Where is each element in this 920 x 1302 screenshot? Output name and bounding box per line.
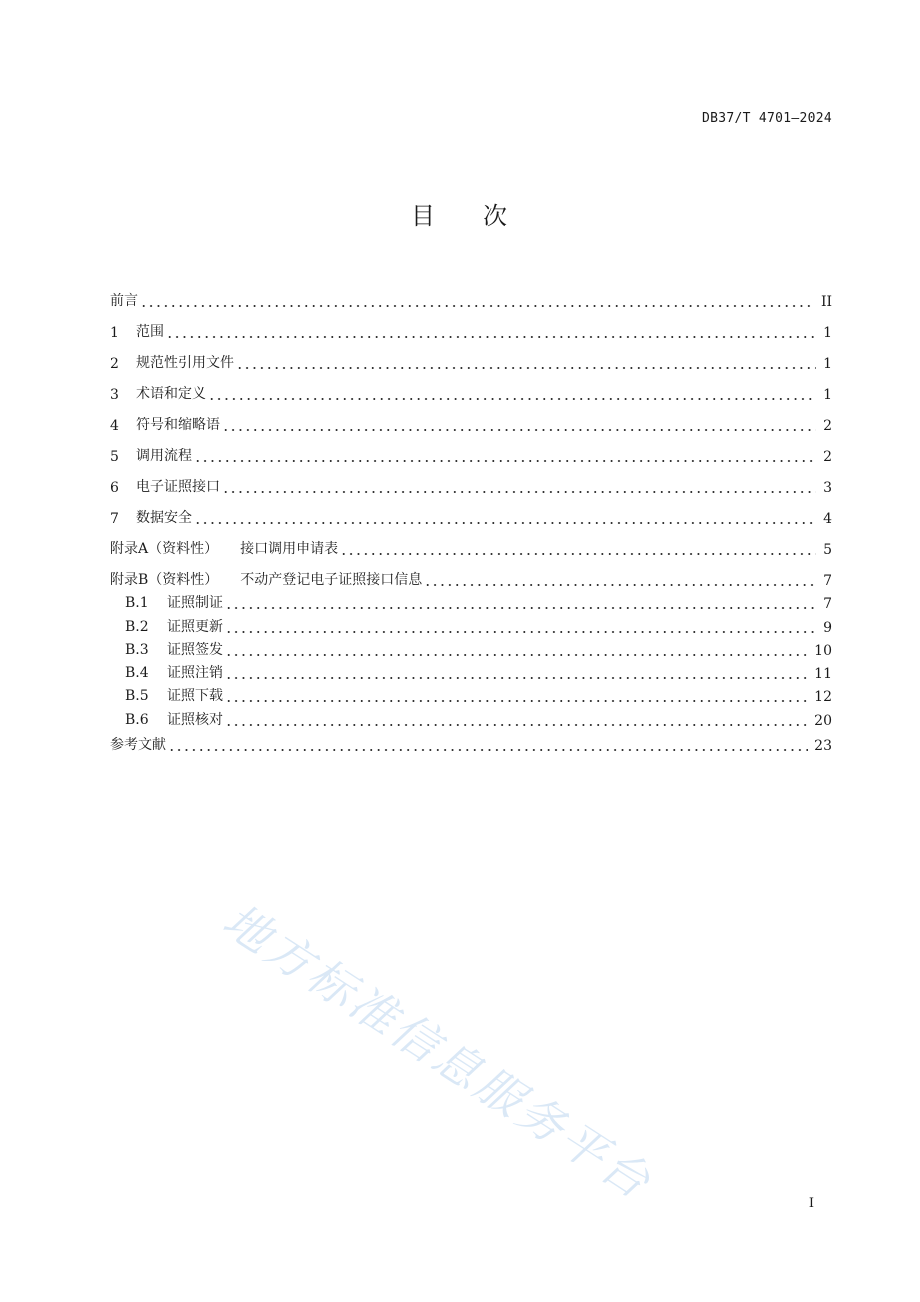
leader-dots	[225, 596, 816, 610]
toc-entry-label: 术语和定义	[136, 386, 206, 402]
toc-entry-page: 7	[823, 573, 832, 589]
toc-entry-label: 范围	[136, 324, 164, 340]
toc-entry-number: B.4	[125, 665, 149, 682]
toc-entry-b5[interactable]	[110, 682, 832, 705]
toc-entry-number: 7	[110, 511, 119, 527]
toc-entry-label: 电子证照接口	[136, 479, 220, 495]
leader-dots	[140, 294, 815, 308]
toc-entry-label: 证照更新	[167, 618, 223, 635]
leader-dots	[222, 418, 816, 432]
page-title	[0, 196, 920, 231]
toc-entry-page: 1	[823, 356, 832, 372]
toc-entry-number: 附录B（资料性）	[110, 572, 219, 588]
page-number: I	[808, 1196, 814, 1211]
toc-entry-b6[interactable]	[110, 705, 832, 728]
toc-entry-label: 数据安全	[136, 510, 192, 526]
table-of-contents	[110, 279, 832, 754]
title-char-2: 次	[483, 202, 509, 230]
toc-entry-page: 3	[823, 480, 832, 496]
toc-entry-1[interactable]	[110, 310, 832, 341]
toc-entry-page: 9	[823, 619, 832, 636]
toc-entry-references[interactable]	[110, 729, 832, 754]
toc-entry-page: 4	[823, 511, 832, 527]
toc-entry-number: 2	[110, 356, 119, 372]
toc-entry-page: 10	[814, 642, 832, 659]
toc-entry-page: 2	[823, 418, 832, 434]
toc-entry-number: 1	[110, 325, 119, 341]
leader-dots	[194, 511, 816, 525]
toc-entry-label: 证照核对	[167, 711, 223, 728]
toc-entry-number: 附录A（资料性）	[110, 541, 219, 557]
toc-entry-label: 证照注销	[167, 665, 223, 682]
document-code: DB37/T 4701—2024	[701, 111, 832, 126]
toc-entry-label: 不动产登记电子证照接口信息	[240, 572, 423, 588]
toc-entry-page: 11	[814, 666, 832, 683]
toc-entry-5[interactable]	[110, 434, 832, 465]
leader-dots	[168, 738, 808, 752]
toc-entry-number: B.3	[125, 641, 149, 658]
toc-entry-label: 参考文献	[110, 736, 166, 753]
leader-dots	[194, 449, 816, 463]
leader-dots	[222, 480, 816, 494]
watermark: 地方标准信息服务平台	[213, 892, 663, 1211]
toc-entry-page: 23	[814, 737, 832, 754]
toc-entry-page: 2	[823, 449, 832, 465]
leader-dots	[424, 573, 816, 587]
leader-dots	[225, 713, 808, 727]
toc-entry-label: 规范性引用文件	[136, 355, 234, 371]
toc-entry-label: 调用流程	[136, 448, 192, 464]
toc-entry-page: 5	[823, 542, 832, 558]
toc-entry-number: 5	[110, 449, 119, 465]
toc-entry-number: B.5	[125, 688, 149, 705]
toc-entry-page: 7	[823, 596, 832, 613]
toc-entry-number: B.2	[125, 618, 149, 635]
toc-entry-2[interactable]	[110, 341, 832, 372]
toc-entry-page: 1	[823, 325, 832, 341]
toc-entry-b2[interactable]	[110, 612, 832, 635]
leader-dots	[340, 542, 816, 556]
leader-dots	[166, 325, 816, 339]
toc-entry-label: 证照制证	[167, 595, 223, 612]
toc-entry-b1[interactable]	[110, 589, 832, 612]
toc-entry-appendix-b[interactable]	[110, 558, 832, 589]
toc-entry-3[interactable]	[110, 372, 832, 403]
toc-entry-b4[interactable]	[110, 659, 832, 682]
toc-entry-number: 4	[110, 418, 119, 434]
toc-entry-number: B.1	[125, 595, 149, 612]
leader-dots	[225, 689, 808, 703]
toc-entry-b3[interactable]	[110, 636, 832, 659]
toc-entry-label: 符号和缩略语	[136, 417, 220, 433]
toc-entry-appendix-a[interactable]	[110, 527, 832, 558]
toc-entry-label: 前言	[110, 293, 138, 309]
toc-entry-7[interactable]	[110, 496, 832, 527]
title-char-1: 目	[411, 202, 437, 230]
toc-entry-label: 证照签发	[167, 641, 223, 658]
toc-entry-page: 20	[814, 712, 832, 729]
toc-entry-page: 12	[814, 689, 832, 706]
toc-entry-number: B.6	[125, 711, 149, 728]
toc-entry-6[interactable]	[110, 465, 832, 496]
toc-entry-page: II	[820, 294, 832, 310]
leader-dots	[225, 643, 808, 657]
toc-entry-foreword[interactable]	[110, 279, 832, 310]
toc-entry-label: 接口调用申请表	[240, 541, 339, 557]
leader-dots	[208, 387, 816, 401]
toc-entry-4[interactable]	[110, 403, 832, 434]
toc-entry-number: 6	[110, 480, 119, 496]
leader-dots	[236, 356, 816, 370]
leader-dots	[225, 666, 808, 680]
toc-entry-page: 1	[823, 387, 832, 403]
toc-entry-number: 3	[110, 387, 119, 403]
toc-entry-label: 证照下载	[167, 688, 223, 705]
leader-dots	[225, 620, 816, 634]
